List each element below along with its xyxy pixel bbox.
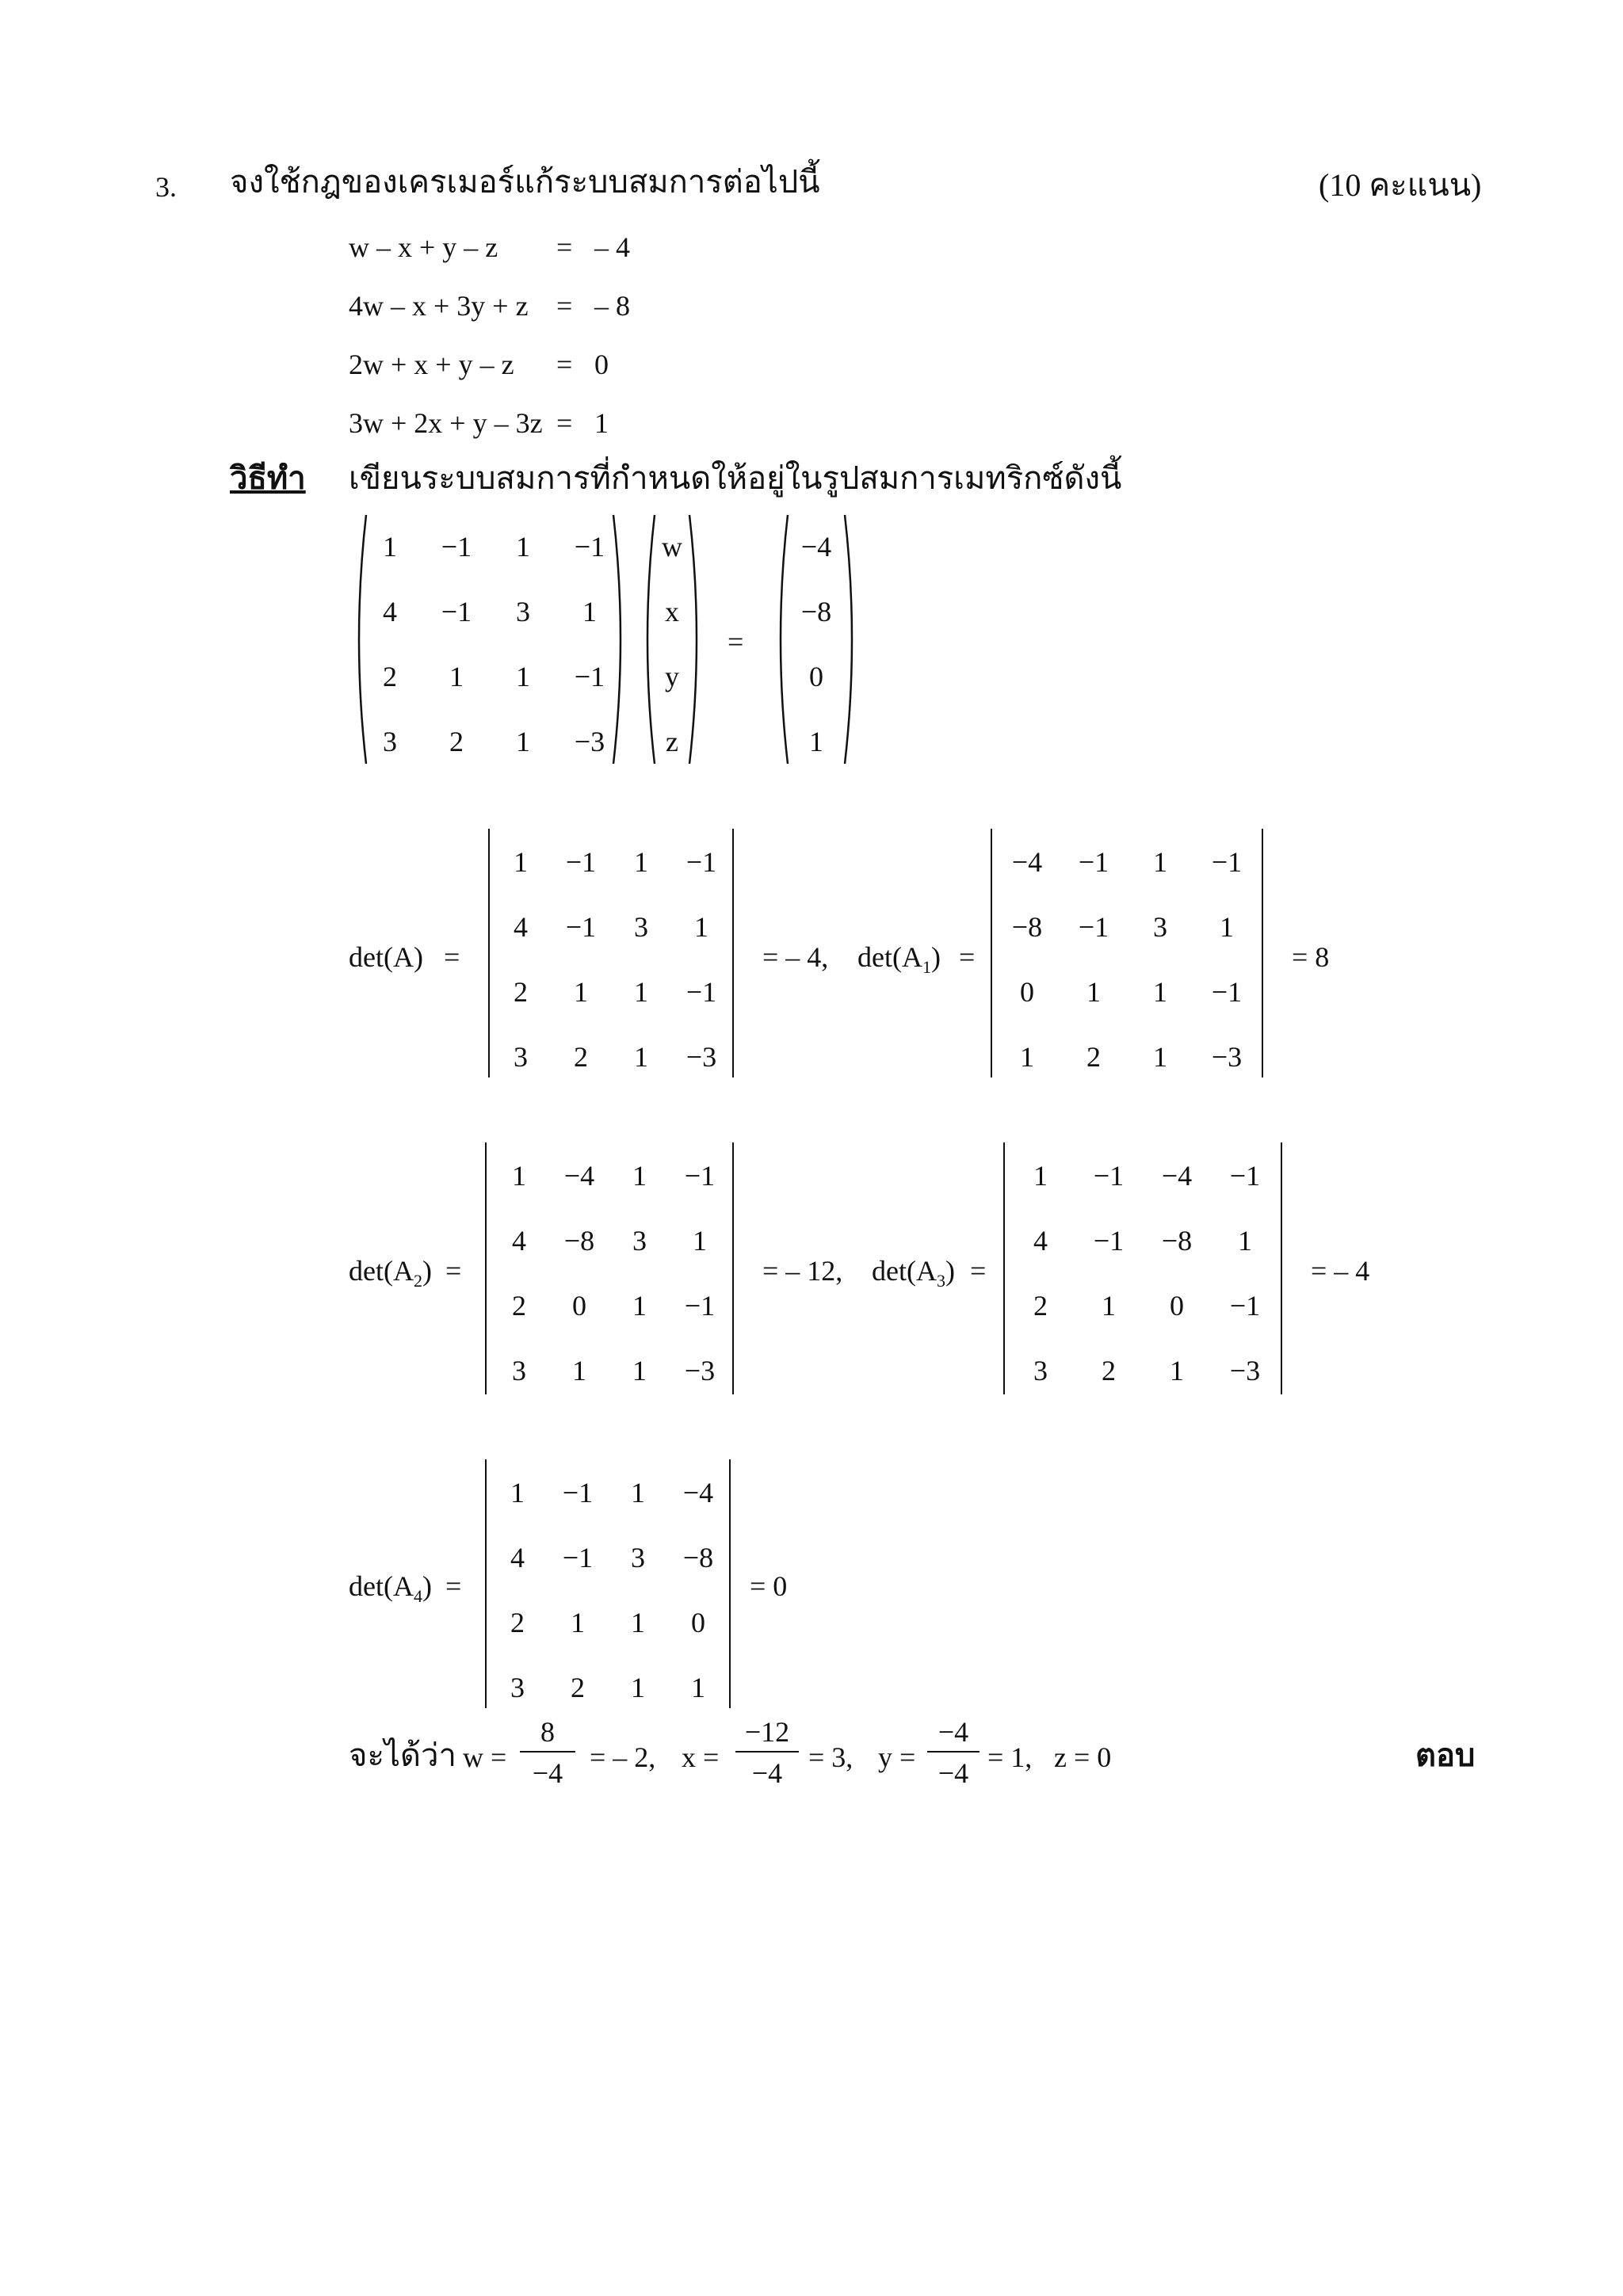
x-denominator: −4 bbox=[751, 1757, 783, 1789]
determinant-cell: −3 bbox=[685, 1041, 717, 1073]
det-a3-label bbox=[872, 1257, 955, 1290]
det-a4-matrix bbox=[485, 1459, 731, 1708]
determinant-left-bar bbox=[991, 829, 992, 1077]
equation-3-eq: = bbox=[556, 349, 573, 380]
determinant-cell: −1 bbox=[685, 976, 717, 1008]
determinant-cell: 1 bbox=[572, 1355, 586, 1386]
determinant-cell: −1 bbox=[565, 911, 597, 943]
equation-1-eq: = bbox=[556, 231, 573, 263]
determinant-cell: 1 bbox=[1086, 976, 1101, 1008]
det-a2-result: = – 12, bbox=[762, 1255, 843, 1287]
determinant-cell: 2 bbox=[510, 1607, 525, 1638]
determinant-cell: 1 bbox=[632, 1355, 647, 1386]
determinant-cell: 0 bbox=[572, 1290, 586, 1322]
y-fraction-bar bbox=[927, 1751, 980, 1753]
coefficient-matrix bbox=[350, 513, 629, 765]
matrix-cell: −4 bbox=[800, 531, 832, 563]
equation-4-rhs: 1 bbox=[594, 407, 609, 439]
matrix-cell: 3 bbox=[383, 726, 397, 757]
determinant-cell: −1 bbox=[684, 1290, 716, 1322]
determinant-cell: 3 bbox=[631, 1542, 645, 1573]
determinant-cell: 3 bbox=[632, 1225, 647, 1257]
determinant-cell: 1 bbox=[632, 1160, 647, 1192]
determinant-right-bar bbox=[732, 1142, 734, 1394]
equation-2-rhs: – 8 bbox=[594, 290, 630, 322]
determinant-cell: 1 bbox=[631, 1607, 645, 1638]
matrix-cell: −1 bbox=[441, 531, 472, 563]
determinant-cell: 1 bbox=[631, 1672, 645, 1703]
equation-4-lhs: 3w + 2x + y – 3z bbox=[349, 407, 543, 439]
x-fraction-bar bbox=[735, 1751, 799, 1753]
determinant-cell: −4 bbox=[1161, 1160, 1193, 1192]
w-fraction-bar bbox=[520, 1751, 575, 1753]
det-a3-label-pre: det(A bbox=[872, 1255, 937, 1287]
solution-label: วิธีทำ bbox=[230, 460, 306, 496]
determinant-cell: 1 bbox=[574, 976, 588, 1008]
det-a1-subscript: 1 bbox=[922, 957, 931, 978]
det-a3-subscript: 3 bbox=[936, 1271, 945, 1291]
det-a4-subscript: 4 bbox=[413, 1586, 422, 1607]
determinant-cell: 2 bbox=[571, 1672, 585, 1703]
determinant-cell: 1 bbox=[632, 1290, 647, 1322]
det-a1-label bbox=[857, 943, 941, 976]
determinant-cell: −1 bbox=[1078, 846, 1109, 878]
matrix-cell: y bbox=[665, 661, 679, 692]
w-numerator: 8 bbox=[540, 1716, 555, 1748]
det-a1-matrix bbox=[991, 829, 1263, 1077]
determinant-right-bar bbox=[1262, 829, 1263, 1077]
determinant-cell: 2 bbox=[514, 976, 528, 1008]
determinant-right-bar bbox=[732, 829, 734, 1077]
det-a2-label bbox=[349, 1257, 432, 1290]
det-a4-label-post: ) bbox=[422, 1570, 432, 1602]
determinant-cell: −4 bbox=[682, 1477, 714, 1508]
determinant-cell: 1 bbox=[691, 1672, 705, 1703]
w-label: w = bbox=[463, 1741, 507, 1773]
matrix-cell: 2 bbox=[449, 726, 464, 757]
matrix-equals: = bbox=[727, 626, 744, 658]
determinant-cell: −1 bbox=[1093, 1160, 1125, 1192]
determinant-cell: 1 bbox=[634, 976, 648, 1008]
determinant-cell: 1 bbox=[1033, 1160, 1048, 1192]
determinant-cell: 0 bbox=[691, 1607, 705, 1638]
y-numerator: −4 bbox=[938, 1716, 969, 1748]
w-fraction bbox=[520, 1718, 575, 1787]
determinant-left-bar bbox=[488, 829, 490, 1077]
determinant-cell: 4 bbox=[1033, 1225, 1048, 1257]
determinant-cell: −8 bbox=[563, 1225, 595, 1257]
x-numerator: −12 bbox=[744, 1716, 790, 1748]
variable-vector bbox=[639, 513, 705, 765]
det-a2-equals: = bbox=[445, 1255, 462, 1287]
determinant-cell: 3 bbox=[512, 1355, 526, 1386]
determinant-cell: −3 bbox=[1229, 1355, 1261, 1386]
det-a-matrix bbox=[488, 829, 734, 1077]
matrix-cell: 4 bbox=[383, 596, 397, 627]
determinant-cell: 1 bbox=[694, 911, 708, 943]
det-a4-result: = 0 bbox=[750, 1570, 788, 1602]
equation-3-lhs: 2w + x + y – z bbox=[349, 349, 514, 380]
x-result: = 3, bbox=[808, 1741, 854, 1773]
matrix-cell: x bbox=[665, 596, 679, 627]
determinant-cell: 1 bbox=[634, 1041, 648, 1073]
matrix-cell: −1 bbox=[441, 596, 472, 627]
equation-2-lhs: 4w – x + 3y + z bbox=[349, 290, 529, 322]
answer-label: ตอบ bbox=[1415, 1737, 1476, 1773]
det-a4-label-pre: det(A bbox=[349, 1570, 414, 1602]
determinant-cell: 4 bbox=[512, 1225, 526, 1257]
determinant-cell: −3 bbox=[1211, 1041, 1243, 1073]
determinant-cell: 1 bbox=[1153, 976, 1167, 1008]
matrix-cell: 1 bbox=[516, 661, 530, 692]
determinant-cell: 2 bbox=[574, 1041, 588, 1073]
x-fraction bbox=[735, 1718, 799, 1787]
matrix-cell: 3 bbox=[516, 596, 530, 627]
determinant-cell: 1 bbox=[512, 1160, 526, 1192]
det-a2-subscript: 2 bbox=[413, 1271, 422, 1291]
determinant-cell: 3 bbox=[1033, 1355, 1048, 1386]
determinant-cell: −8 bbox=[1161, 1225, 1193, 1257]
determinant-cell: 3 bbox=[514, 1041, 528, 1073]
determinant-cell: 4 bbox=[514, 911, 528, 943]
determinant-cell: −4 bbox=[563, 1160, 595, 1192]
det-a3-label-post: ) bbox=[945, 1255, 955, 1287]
equation-1-lhs: w – x + y – z bbox=[349, 231, 498, 263]
det-a-equals: = bbox=[444, 941, 460, 973]
determinant-cell: −1 bbox=[562, 1542, 594, 1573]
det-a2-label-post: ) bbox=[422, 1255, 432, 1287]
equation-3-rhs: 0 bbox=[594, 349, 609, 380]
equation-2-eq: = bbox=[556, 290, 573, 322]
x-label: x = bbox=[682, 1741, 720, 1773]
y-result: = 1, bbox=[987, 1741, 1033, 1773]
det-a3-matrix bbox=[1003, 1142, 1282, 1394]
determinant-cell: 0 bbox=[1170, 1290, 1184, 1322]
determinant-cell: 3 bbox=[1153, 911, 1167, 943]
det-a4-equals: = bbox=[445, 1570, 462, 1602]
determinant-left-bar bbox=[485, 1459, 487, 1708]
question-text: จงใช้กฎของเครเมอร์แก้ระบบสมการต่อไปนี้ bbox=[230, 164, 820, 200]
det-a3-equals: = bbox=[970, 1255, 987, 1287]
determinant-cell: 1 bbox=[510, 1477, 525, 1508]
det-a1-label-pre: det(A bbox=[857, 941, 922, 973]
matrix-cell: z bbox=[666, 726, 678, 757]
determinant-cell: 2 bbox=[1102, 1355, 1116, 1386]
determinant-cell: −3 bbox=[684, 1355, 716, 1386]
matrix-cell: −8 bbox=[800, 596, 832, 627]
matrix-cell: −1 bbox=[574, 661, 605, 692]
determinant-cell: 3 bbox=[510, 1672, 525, 1703]
determinant-cell: 1 bbox=[631, 1477, 645, 1508]
matrix-cell: 1 bbox=[809, 726, 823, 757]
determinant-right-bar bbox=[1281, 1142, 1282, 1394]
determinant-cell: −8 bbox=[682, 1542, 714, 1573]
determinant-cell: 2 bbox=[1033, 1290, 1048, 1322]
y-label: y = bbox=[878, 1741, 916, 1773]
determinant-cell: 1 bbox=[1220, 911, 1234, 943]
det-a2-matrix bbox=[485, 1142, 734, 1394]
determinant-cell: 1 bbox=[634, 846, 648, 878]
matrix-cell: −3 bbox=[574, 726, 605, 757]
matrix-cell: 1 bbox=[516, 726, 530, 757]
det-a1-result: = 8 bbox=[1292, 941, 1330, 973]
determinant-cell: 1 bbox=[693, 1225, 707, 1257]
question-number: 3. bbox=[155, 171, 177, 203]
determinant-right-bar bbox=[729, 1459, 731, 1708]
determinant-cell: −4 bbox=[1011, 846, 1043, 878]
w-result: = – 2, bbox=[590, 1741, 656, 1773]
determinant-cell: −1 bbox=[562, 1477, 594, 1508]
z-result: z = 0 bbox=[1054, 1741, 1112, 1773]
det-a1-label-post: ) bbox=[930, 941, 941, 973]
det-a3-result: = – 4 bbox=[1311, 1255, 1370, 1287]
determinant-cell: −1 bbox=[1211, 976, 1243, 1008]
determinant-cell: 2 bbox=[512, 1290, 526, 1322]
determinant-cell: −1 bbox=[1229, 1290, 1261, 1322]
matrix-cell: 1 bbox=[449, 661, 464, 692]
determinant-cell: 1 bbox=[1020, 1041, 1034, 1073]
determinant-cell: 1 bbox=[1170, 1355, 1184, 1386]
matrix-cell: 2 bbox=[383, 661, 397, 692]
determinant-left-bar bbox=[1003, 1142, 1005, 1394]
matrix-cell: 0 bbox=[809, 661, 823, 692]
det-a-result: = – 4, bbox=[762, 941, 829, 973]
determinant-cell: −1 bbox=[684, 1160, 716, 1192]
determinant-left-bar bbox=[485, 1142, 487, 1394]
determinant-cell: 1 bbox=[1153, 846, 1167, 878]
determinant-cell: 2 bbox=[1086, 1041, 1101, 1073]
y-denominator: −4 bbox=[938, 1757, 969, 1789]
determinant-cell: 4 bbox=[510, 1542, 525, 1573]
matrix-cell: 1 bbox=[383, 531, 397, 563]
matrix-cell: w bbox=[662, 531, 682, 563]
question-points: (10 คะแนน) bbox=[1319, 167, 1482, 203]
matrix-cell: 1 bbox=[582, 596, 597, 627]
constant-vector bbox=[772, 513, 861, 765]
y-fraction bbox=[927, 1718, 980, 1787]
determinant-cell: 1 bbox=[571, 1607, 585, 1638]
determinant-cell: −1 bbox=[1078, 911, 1109, 943]
equation-4-eq: = bbox=[556, 407, 573, 439]
determinant-cell: 1 bbox=[1102, 1290, 1116, 1322]
det-a2-label-pre: det(A bbox=[349, 1255, 414, 1287]
determinant-cell: 0 bbox=[1020, 976, 1034, 1008]
conclusion-prefix: จะได้ว่า bbox=[349, 1737, 456, 1773]
determinant-cell: 3 bbox=[634, 911, 648, 943]
solution-intro: เขียนระบบสมการที่กำหนดให้อยู่ในรูปสมการเมทริกซ์ดังนี้ bbox=[349, 460, 1122, 496]
equation-1-rhs: – 4 bbox=[594, 231, 630, 263]
determinant-cell: 1 bbox=[514, 846, 528, 878]
matrix-cell: 1 bbox=[516, 531, 530, 563]
determinant-cell: −1 bbox=[1229, 1160, 1261, 1192]
determinant-cell: 1 bbox=[1238, 1225, 1252, 1257]
determinant-cell: −8 bbox=[1011, 911, 1043, 943]
matrix-cell: −1 bbox=[574, 531, 605, 563]
w-denominator: −4 bbox=[532, 1757, 563, 1789]
determinant-cell: −1 bbox=[1093, 1225, 1125, 1257]
determinant-cell: 1 bbox=[1153, 1041, 1167, 1073]
det-a-label: det(A) bbox=[349, 941, 423, 973]
det-a1-equals: = bbox=[959, 941, 976, 973]
determinant-cell: −1 bbox=[565, 846, 597, 878]
det-a4-label bbox=[349, 1572, 432, 1605]
determinant-cell: −1 bbox=[685, 846, 717, 878]
determinant-cell: −1 bbox=[1211, 846, 1243, 878]
